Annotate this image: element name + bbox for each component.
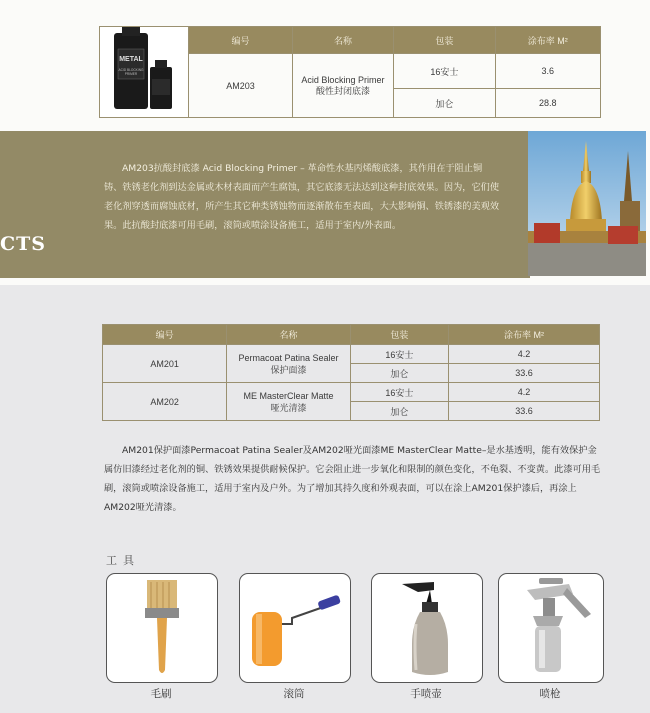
- tool-card-roller: [239, 573, 351, 683]
- tool-card-brush: [106, 573, 218, 683]
- table2-rate: 4.2: [449, 345, 600, 364]
- description-band: [0, 131, 530, 278]
- product-bottle-image: [100, 27, 189, 118]
- table1-header-package: 包装: [394, 27, 495, 54]
- table2-name-en: Permacoat Patina Sealer: [238, 352, 339, 363]
- table1-header-code: 编号: [189, 27, 292, 54]
- table1-header-name: 名称: [292, 27, 393, 54]
- table2-header-code: 编号: [103, 325, 227, 345]
- table2-pack: 16安士: [350, 383, 448, 402]
- table1-name: [292, 54, 393, 118]
- tool-label: 手喷壶: [410, 688, 442, 700]
- table2-rate: 33.6: [449, 364, 600, 383]
- table2-rate: 33.6: [449, 402, 600, 421]
- table2-code: AM201: [103, 345, 227, 383]
- table2-name-cn: 保护面漆: [270, 364, 307, 375]
- table2-pack: 加仑: [350, 402, 448, 421]
- table1-rate: 28.8: [495, 89, 600, 118]
- table1-code: AM203: [189, 54, 292, 118]
- paint-roller-icon: [240, 574, 350, 682]
- spray-gun-icon: [499, 574, 603, 682]
- table2-name: [227, 383, 350, 421]
- table2-header-rate: 涂布率 M²: [449, 325, 600, 345]
- table1-pack: 加仑: [394, 89, 495, 118]
- am203-description: AM203抗酸封底漆 Acid Blocking Primer – 革命性水基丙烯酸底漆，其作用在于阻止铜铸、铁锈老化剂到达金属或木材表面而产生腐蚀，其它底漆无法达到这种封底效果。因为，它们使老化剂穿透而腐蚀底材，所产生其它种类锈蚀物而逐渐散布至表面，大大影响铜、铁锈漆的美观效果。此抗酸封底漆可用毛刷，滚筒或喷涂设备施工，适用于室内/外表面。: [104, 163, 500, 231]
- table2-name-en: ME MasterClear Matte: [243, 390, 334, 401]
- table2-header-name: 名称: [227, 325, 350, 345]
- product-table-am201-am202: [102, 324, 600, 421]
- tools-title: 工具: [106, 554, 140, 567]
- table1-header-rate: 涂布率 M²: [495, 27, 600, 54]
- svg-text:METAL: METAL: [119, 56, 143, 63]
- sealer-description: AM201保护面漆Permacoat Patina Sealer及AM202哑光面漆ME MasterClear Matte–是水基透明，能有效保护金属仿旧漆经过老化剂的铜、铁锈效果提供耐候保护。它会阻止进一步氧化和限制的颜色变化，不龟裂、不变黄。此漆可用毛刷，滚筒或喷涂设备施工，适用于室内及户外。为了增加其持久度和外观表面，可以在涂上AM201保护漆后，再涂上AM202哑光清漆。: [104, 445, 601, 513]
- table1-rate: 3.6: [495, 54, 600, 89]
- brush-icon: [107, 574, 217, 682]
- table1-pack: 16安士: [394, 54, 495, 89]
- product-table-am203: [99, 26, 601, 118]
- table2-name-cn: 哑光清漆: [270, 402, 307, 413]
- tool-card-spray-gun: [498, 573, 604, 683]
- table2-name: [227, 345, 350, 383]
- section-side-text: CTS: [0, 233, 46, 255]
- table2-rate: 4.2: [449, 383, 600, 402]
- table2-header-package: 包装: [350, 325, 448, 345]
- table1-name-cn: 酸性封闭底漆: [315, 85, 370, 96]
- temple-photo: [528, 131, 646, 276]
- table1-name-en: Acid Blocking Primer: [301, 74, 385, 85]
- tool-label: 毛刷: [150, 688, 172, 700]
- tool-label: 滚筒: [283, 688, 305, 700]
- tool-card-spray-bottle: [371, 573, 483, 683]
- table2-pack: 16安士: [350, 345, 448, 364]
- svg-text:PRIMER: PRIMER: [124, 72, 138, 76]
- tool-label: 喷枪: [539, 688, 561, 700]
- svg-text:ACID BLOCKING: ACID BLOCKING: [118, 68, 144, 72]
- table2-pack: 加仑: [350, 364, 448, 383]
- table2-code: AM202: [103, 383, 227, 421]
- spray-bottle-icon: [372, 574, 482, 682]
